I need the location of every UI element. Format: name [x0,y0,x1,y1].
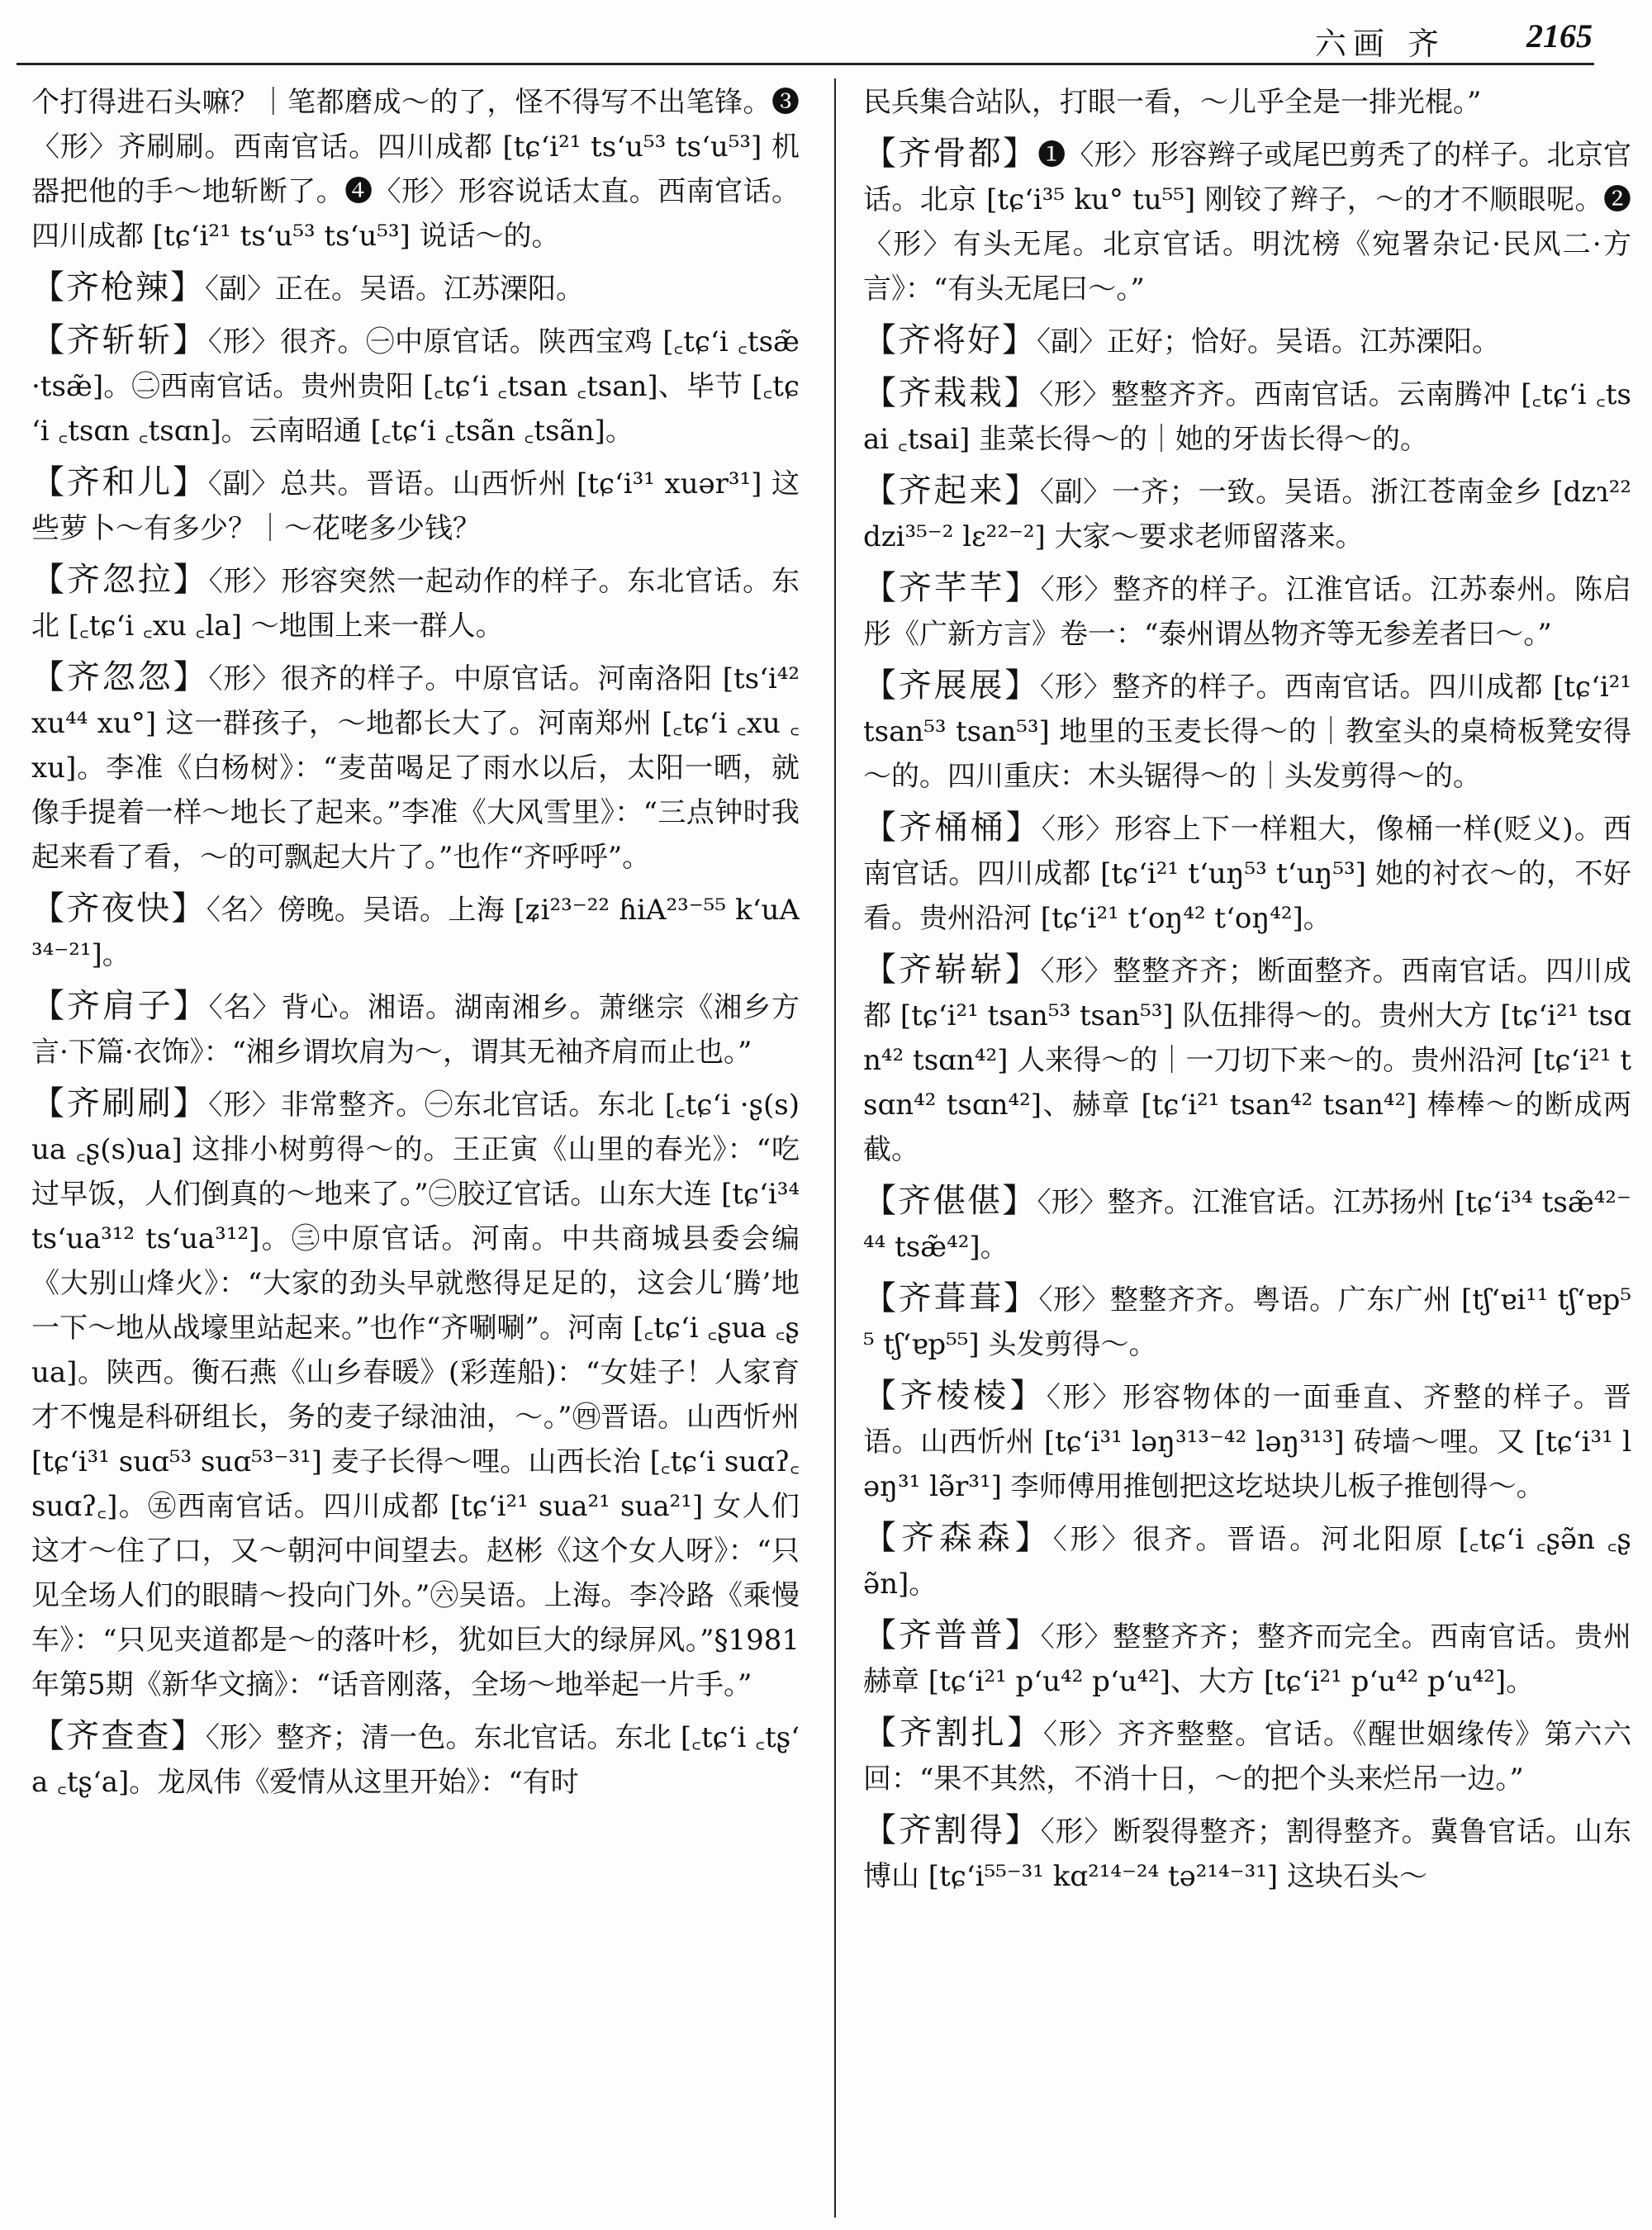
dictionary-entry [863,1516,1631,1606]
entry-definition: 〈形〉很齐的样子。中原官话。河南洛阳 [tsʻi⁴² xu⁴⁴ xu°] 这一群孩子，～地都长大了。河南郑州 [꜀tɕʻi ꜀xu ꜀xu]。李准《白杨树》：“麦苗喝足了雨水以后，太阳一晒，就像手提着一样～地长了起来。”李准《大风雪里》：“三点钟时我起来看了看，～的可飘起大片了。”也作“齐呼呼”。 [31,662,800,874]
entry-headword: 【齐肩子】 [31,987,209,1025]
entry-headword: 【齐森森】 [863,1519,1053,1557]
dictionary-entry [31,984,800,1075]
entry-headword: 【齐忽忽】 [31,658,209,696]
dictionary-entry [863,1613,1631,1704]
entry-definition: 〈形〉形容突然一起动作的样子。东北官话。东北 [꜀tɕʻi ꜀xu ꜀la] ～地围上来一群人。 [31,565,800,643]
dictionary-entry [863,1179,1631,1269]
entry-headword: 【齐割扎】 [863,1714,1043,1752]
dictionary-entry [863,1374,1631,1509]
entry-headword: 【齐偡偡】 [863,1182,1037,1220]
entry-headword: 【齐起来】 [863,472,1040,510]
entry-headword: 【齐桶桶】 [863,809,1042,847]
section-title: 六画 齐 [1314,26,1446,62]
dictionary-entry [863,78,1631,125]
entry-headword: 【齐普普】 [863,1616,1041,1654]
entry-headword: 【齐棱棱】 [863,1377,1047,1415]
dictionary-entry [863,1808,1631,1899]
entry-definition: 〈形〉整整齐齐；整齐而完全。西南官话。贵州赫章 [tɕʻi²¹ pʻu⁴² pʻu⁴²]、大方 [tɕʻi²¹ pʻu⁴² pʻu⁴²]。 [863,1620,1631,1698]
entry-definition: 〈副〉总共。晋语。山西忻州 [tɕʻi³¹ xuər³¹] 这些萝卜～有多少？｜～花咾多少钱？ [31,467,800,545]
entry-definition: 民兵集合站队，打眼一看，～儿乎全是一排光棍。” [863,86,1482,119]
dictionary-entry [863,371,1631,462]
entry-headword: 【齐芊芊】 [863,569,1041,607]
entry-definition: 〈名〉背心。湘语。湖南湘乡。萧继宗《湘乡方言·下篇·衣饰》：“湘乡谓坎肩为～，谓其无袖齐肩而止也。” [31,991,800,1069]
dictionary-entry [31,886,800,977]
entry-headword: 【齐夜快】 [31,890,206,928]
dictionary-entry [31,460,800,551]
entry-definition: 〈形〉整整齐齐。粤语。广东广州 [tʃʻɐi¹¹ tʃʻɐp⁵⁵ tʃʻɐp⁵⁵] 头发剪得～。 [863,1283,1631,1361]
entry-definition: 〈副〉一齐；一致。吴语。浙江苍南金乡 [dzɿ²² dzi³⁵⁻² lɛ²²⁻²] 大家～要求老师留落来。 [863,476,1631,553]
entry-definition: 〈形〉整齐；清一色。东北官话。东北 [꜀tɕʻi ꜀tʂʻa ꜀tʂʻa]。龙凤伟《爱情从这里开始》：“有时 [31,1721,800,1799]
dictionary-entry [863,318,1631,364]
dictionary-entry [31,265,800,311]
dictionary-entry [863,663,1631,799]
dictionary-entry [863,131,1631,311]
dictionary-entry [31,558,800,648]
entry-definition: ❶〈形〉形容辫子或尾巴剪秃了的样子。北京官话。北京 [tɕʻi³⁵ ku° tu⁵⁵] 刚铰了辫子，～的才不顺眼呢。❷〈形〉有头无尾。北京官话。明沈榜《宛署杂记·民风二·方言》：“有头无尾曰～。” [863,139,1631,306]
entry-definition: 〈形〉很齐。晋语。河北阳原 [꜀tɕʻi ꜀ʂə̃n ꜀ʂə̃n]。 [863,1523,1631,1601]
entry-definition: 〈名〉傍晚。吴语。上海 [ʑi²³⁻²² ɦiA²³⁻⁵⁵ kʻuA³⁴⁻²¹]。 [31,894,800,971]
left-column [31,78,800,2222]
entry-definition: 〈形〉齐齐整整。官话。《醒世姻缘传》第六六回：“果不其然，不消十日，～的把个头来烂吊一边。” [863,1718,1631,1796]
dictionary-entry [863,1710,1631,1801]
right-column [863,78,1631,2222]
entry-headword: 【齐枪辣】 [31,268,205,306]
entry-headword: 【齐展展】 [863,667,1041,705]
entry-definition: 个打得进石头嘛？｜笔都磨成～的了，怪不得写不出笔锋。❸〈形〉齐刷刷。西南官话。四川成都 [tɕʻi²¹ tsʻu⁵³ tsʻu⁵³] 机器把他的手～地斩断了。❹〈形〉形容说话太直。西南官话。四川成都 [tɕʻi²¹ tsʻu⁵³ tsʻu⁵³] 说话～的。 [31,86,800,253]
dictionary-entry [863,1276,1631,1367]
entry-headword: 【齐查查】 [31,1717,206,1755]
entry-definition: 〈形〉整齐的样子。江淮官话。江苏泰州。陈启彤《广新方言》卷一：“泰州谓丛物齐等无参差者曰～。” [863,573,1631,651]
entry-headword: 【齐和儿】 [31,463,208,501]
entry-headword: 【齐忽拉】 [31,561,209,599]
entry-definition: 〈副〉正在。吴语。江苏溧阳。 [205,273,584,306]
entry-definition: 〈形〉很齐。㊀中原官话。陕西宝鸡 [꜀tɕʻi ꜀tsæ̃ ·tsæ̃]。㊁西南官话。贵州贵阳 [꜀tɕʻi ꜀tsan ꜀tsan]、毕节 [꜀tɕʻi ꜀tsɑn ꜀tsɑn]。云南昭通 [꜀tɕʻi ꜀tsãn ꜀tsãn]。 [31,325,800,448]
entry-headword: 【齐割得】 [863,1811,1041,1849]
dictionary-entry [31,318,800,453]
entry-headword: 【齐斩斩】 [31,321,208,359]
page-number: 2165 [1526,17,1593,55]
dictionary-entry [31,1081,800,1707]
header-rule [17,63,1594,65]
dictionary-entry [863,566,1631,657]
entry-definition: 〈形〉整整齐齐；断面整齐。西南官话。四川成都 [tɕʻi²¹ tsan⁵³ tsan⁵³] 队伍排得～的。贵州大方 [tɕʻi²¹ tsɑn⁴² tsɑn⁴²] 人来得～的｜一刀切下来～的。贵州沿河 [tɕʻi²¹ tsɑn⁴² tsɑn⁴²]、赫章 [tɕʻi²¹ tsan⁴² tsan⁴²] 棒棒～的断成两截。 [863,955,1631,1166]
entry-definition: 〈形〉非常整齐。㊀东北官话。东北 [꜀tɕʻi ·ʂ(s)ua ꜀ʂ(s)ua] 这排小树剪得～的。王正寅《山里的春光》：“吃过早饭，人们倒真的～地来了。”㊁胶辽官话。山东大连 [tɕʻi³⁴ tsʻua³¹² tsʻua³¹²]。㊂中原官话。河南。中共商城县委会编《大别山烽火》：“大家的劲头早就憋得足足的，这会儿‘腾’地一下～地从战壕里站起来。”也作“齐唰唰”。河南 [꜀tɕʻi ꜀ʂua ꜀ʂua]。陕西。衡石燕《山乡春暖》(彩莲船)：“女娃子！人家育才不愧是科研组长，务的麦子绿油油，～。”㊃晋语。山西忻州 [tɕʻi³¹ suɑ⁵³ suɑ⁵³⁻³¹] 麦子长得～哩。山西长治 [꜀tɕʻi suɑʔ꜀ suɑʔ꜀]。㊄西南官话。四川成都 [tɕʻi²¹ sua²¹ sua²¹] 女人们这才～住了口，又～朝河中间望去。赵彬《这个女人呀》：“只见全场人们的眼睛～投向门外。”㊅吴语。上海。李冷路《乘慢车》：“只见夹道都是～的落叶杉，犹如巨大的绿屏风。”§1981年第5期《新华文摘》：“话音刚落，全场～地举起一片手。” [31,1089,800,1701]
entry-headword: 【齐葺葺】 [863,1279,1039,1317]
dictionary-entry [31,78,800,259]
dictionary-entry [31,1714,800,1805]
entry-definition: 〈形〉整整齐齐。西南官话。云南腾冲 [꜀tɕʻi ꜀tsai ꜀tsai] 韭菜长得～的｜她的牙齿长得～的。 [863,378,1631,456]
entry-definition: 〈形〉形容物体的一面垂直、齐整的样子。晋语。山西忻州 [tɕʻi³¹ ləŋ³¹³⁻⁴² ləŋ³¹³] 砖墙～哩。又 [tɕʻi³¹ ləŋ³¹ lə̃r³¹] 李师傅用推刨把这圪垯块儿板子推刨得～。 [863,1381,1631,1503]
entry-headword: 【齐骨都】 [863,135,1038,173]
entry-headword: 【齐崭崭】 [863,951,1041,989]
entry-definition: 〈副〉正好；恰好。吴语。江苏溧阳。 [1037,325,1500,358]
entry-definition: 〈形〉断裂得整齐；割得整齐。冀鲁官话。山东博山 [tɕʻi⁵⁵⁻³¹ kɑ²¹⁴⁻²⁴ tə²¹⁴⁻³¹] 这块石头～ [863,1815,1631,1893]
entry-headword: 【齐将好】 [863,321,1037,359]
dictionary-entry [863,468,1631,559]
entry-headword: 【齐栽栽】 [863,374,1040,412]
dictionary-entry [863,805,1631,941]
entry-definition: 〈形〉形容上下一样粗大，像桶一样(贬义)。西南官话。四川成都 [tɕʻi²¹ tʻuŋ⁵³ tʻuŋ⁵³] 她的衬衣～的，不好看。贵州沿河 [tɕʻi²¹ tʻoŋ⁴² tʻoŋ⁴²]。 [863,813,1631,935]
entry-definition: 〈形〉整齐。江淮官话。江苏扬州 [tɕʻi³⁴ tsæ̃⁴²⁻⁴⁴ tsæ̃⁴²]。 [863,1186,1631,1264]
dictionary-entry [863,947,1631,1172]
entry-definition: 〈形〉整齐的样子。西南官话。四川成都 [tɕʻi²¹ tsan⁵³ tsan⁵³] 地里的玉麦长得～的｜教室头的桌椅板凳安得～的。四川重庆：木头锯得～的｜头发剪得～的。 [863,671,1631,793]
entry-headword: 【齐刷刷】 [31,1084,209,1122]
dictionary-entry [31,655,800,880]
column-divider [834,78,836,2218]
page-header [0,0,1652,64]
